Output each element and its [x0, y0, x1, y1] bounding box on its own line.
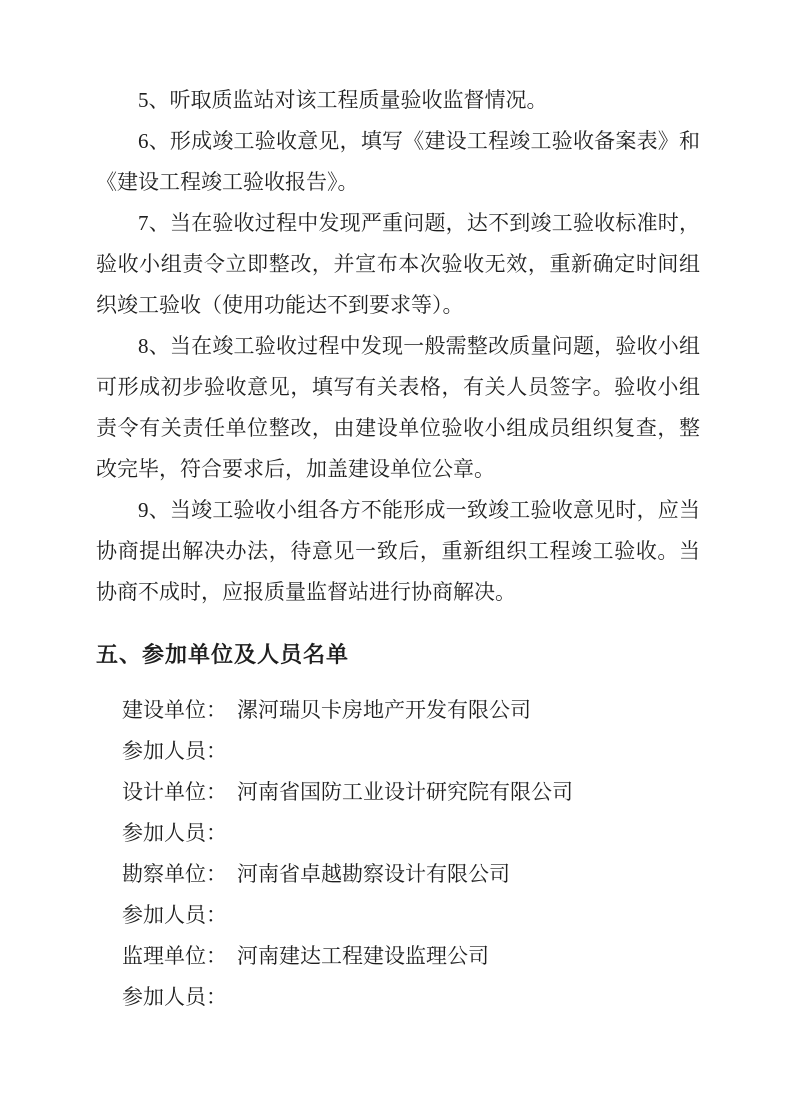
roster-line-participants	[96, 731, 700, 772]
roster-value: 河南省国防工业设计研究院有限公司	[237, 780, 573, 804]
section-heading-participants: 五、参加单位及人员名单	[96, 642, 350, 667]
roster-value: 河南建达工程建设监理公司	[237, 944, 489, 968]
document-content	[96, 80, 700, 1018]
roster-value: 河南省卓越勘察设计有限公司	[237, 862, 510, 886]
body-paragraph-item-9: 9、当竣工验收小组各方不能形成一致竣工验收意见时，应当协商提出解决办法，待意见一致后，重新组织工程竣工验收。当协商不成时，应报质量监督站进行协商解决。	[96, 498, 700, 604]
roster-value: 漯河瑞贝卡房地产开发有限公司	[237, 698, 531, 722]
roster-label: 设计单位：	[122, 780, 227, 804]
roster-line-survey-unit	[96, 854, 700, 895]
roster-line-participants	[96, 813, 700, 854]
roster-label: 参加人员：	[122, 903, 227, 927]
body-paragraph-item-8: 8、当在竣工验收过程中发现一般需整改质量问题，验收小组可形成初步验收意见，填写有关表格，有关人员签字。验收小组责令有关责任单位整改，由建设单位验收小组成员组织复查，整改完毕，符合要求后，加盖建设单位公章。	[96, 334, 700, 481]
roster-line-construction-unit	[96, 690, 700, 731]
roster-label: 参加人员：	[122, 821, 227, 845]
body-paragraph-item-6: 6、形成竣工验收意见，填写《建设工程竣工验收备案表》和《建设工程竣工验收报告》。	[96, 129, 700, 194]
roster-label: 监理单位：	[122, 944, 227, 968]
roster-line-design-unit	[96, 772, 700, 813]
roster-label: 勘察单位：	[122, 862, 227, 886]
roster-label: 参加人员：	[122, 739, 227, 763]
body-paragraph-item-5: 5、听取质监站对该工程质量验收监督情况。	[138, 88, 548, 112]
body-paragraph-item-7: 7、当在验收过程中发现严重问题，达不到竣工验收标准时，验收小组责令立即整改，并宣布本次验收无效，重新确定时间组织竣工验收（使用功能达不到要求等）。	[96, 211, 700, 317]
roster-line-supervision-unit	[96, 936, 700, 977]
roster-label: 参加人员：	[122, 985, 227, 1009]
roster-line-participants	[96, 977, 700, 1018]
roster-label: 建设单位：	[122, 698, 227, 722]
roster-line-participants	[96, 895, 700, 936]
